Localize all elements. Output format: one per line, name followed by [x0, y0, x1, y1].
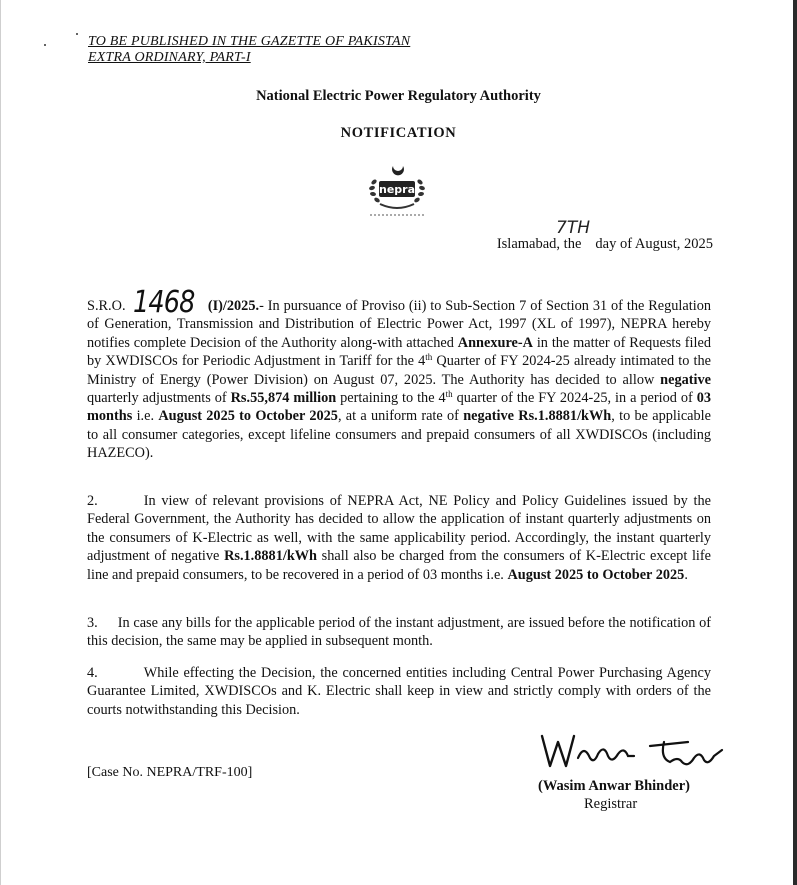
para1-text: , to be applicable to all consumer categories, except lifeline consumers and prepaid consumers of all XWDISCOs (including HAZECO). [87, 408, 711, 462]
adjustment-rate: negative Rs.1.8881/kWh [463, 408, 612, 425]
para2-text: In view of relevant provisions of NEPRA Act, NE Policy and Policy Guidelines issued by the Federal Government, the Authority has decided to allow the application of instant quarterly adjustments on the consumers of K-Electric as well, with the same applicability period. Accordingly, the instant quarterly adjustment of negative [87, 493, 711, 565]
para3-text: In case any bills for the applicable period of the instant adjustment, are issued before the notification of this decision, the same may be applied in subsequent month. [87, 615, 711, 650]
handwritten-day: 7TH [556, 218, 590, 238]
scan-speck [44, 44, 46, 46]
para1-text: i.e. [132, 408, 159, 425]
recovery-period: August 2025 to October 2025 [507, 566, 685, 583]
para1-text: , at a uniform rate of [337, 408, 464, 425]
recovery-period: August 2025 to October 2025 [158, 408, 338, 425]
para1-text: Quarter of FY 2024-25 already intimated to the Ministry of Energy (Power Division) on August 07, 2025. The Authority has decided to allow [87, 353, 711, 388]
para1-text: in the matter of Requests filed by XWDISCOs for Periodic Adjustment in Tariff for the 4 [87, 334, 711, 370]
dateline [497, 236, 713, 253]
scan-speck [76, 33, 78, 35]
para-number: 3. [87, 615, 98, 631]
nepra-emblem-icon [362, 160, 432, 220]
para1-text: quarter of the FY 2024-25, in a period of [452, 390, 697, 407]
dateline-suffix: day of August, 2025 [595, 236, 713, 252]
dateline-prefix: Islamabad, the [496, 236, 582, 252]
bold-text: negative [660, 371, 711, 388]
para-number: 2. [87, 493, 98, 509]
para1-text: quarterly adjustments of [87, 390, 231, 407]
superscript: th [425, 352, 433, 363]
para-number: 4. [87, 665, 98, 681]
adjustment-rate: Rs.1.8881/kWh [224, 548, 318, 565]
para2-text: shall also be charged from the consumers of K-Electric except life line and prepaid consumers, to be recovered in a period of 03 months i.e. [87, 548, 712, 583]
authority-name: National Electric Power Regulatory Authority [256, 88, 541, 104]
sro-prefix: S.R.O. [87, 298, 126, 314]
logo-text: nepra [378, 183, 416, 196]
paragraph-3 [87, 614, 711, 651]
gazette-header-line1: TO BE PUBLISHED IN THE GAZETTE OF PAKISTAN [88, 34, 411, 49]
case-number: [Case No. NEPRA/TRF-100] [87, 765, 253, 780]
signatory-name: (Wasim Anwar Bhinder) [538, 778, 691, 794]
para4-text: While effecting the Decision, the concerned entities including Central Power Purchasing Agency Guarantee Limited, XWDISCOs and K. Electric shall keep in view and strictly comply with orders of the courts notwithstanding this Decision. [87, 665, 711, 718]
para1-text: - In pursuance of Proviso (ii) to Sub-Section 7 of Section 31 of the Regulation of Generation, Transmission and Distribution of Electric Power Act, 1997 (XL of 1997), NEPRA hereby notifies complete Decision of the Authority along-with attached [87, 298, 711, 351]
handwritten-signature [538, 728, 738, 776]
bold-text: 03 months [87, 390, 711, 425]
adjustment-amount: Rs.55,874 million [230, 390, 337, 407]
para2-text: . [684, 566, 688, 583]
document-title: NOTIFICATION [340, 125, 457, 141]
signatory-title: Registrar [584, 796, 638, 812]
superscript: th [445, 389, 453, 400]
sro-suffix: (I)/2025. [207, 298, 260, 314]
gazette-header-line2: EXTRA ORDINARY, PART-I [88, 50, 251, 65]
paragraph-4 [87, 664, 711, 719]
paragraph-2 [87, 492, 711, 584]
para1-text: pertaining to the 4 [336, 390, 446, 407]
annexure-ref: Annexure-A [457, 334, 533, 351]
paragraph-1 [87, 285, 711, 463]
sro-number-handwritten: 1468 [133, 285, 195, 320]
